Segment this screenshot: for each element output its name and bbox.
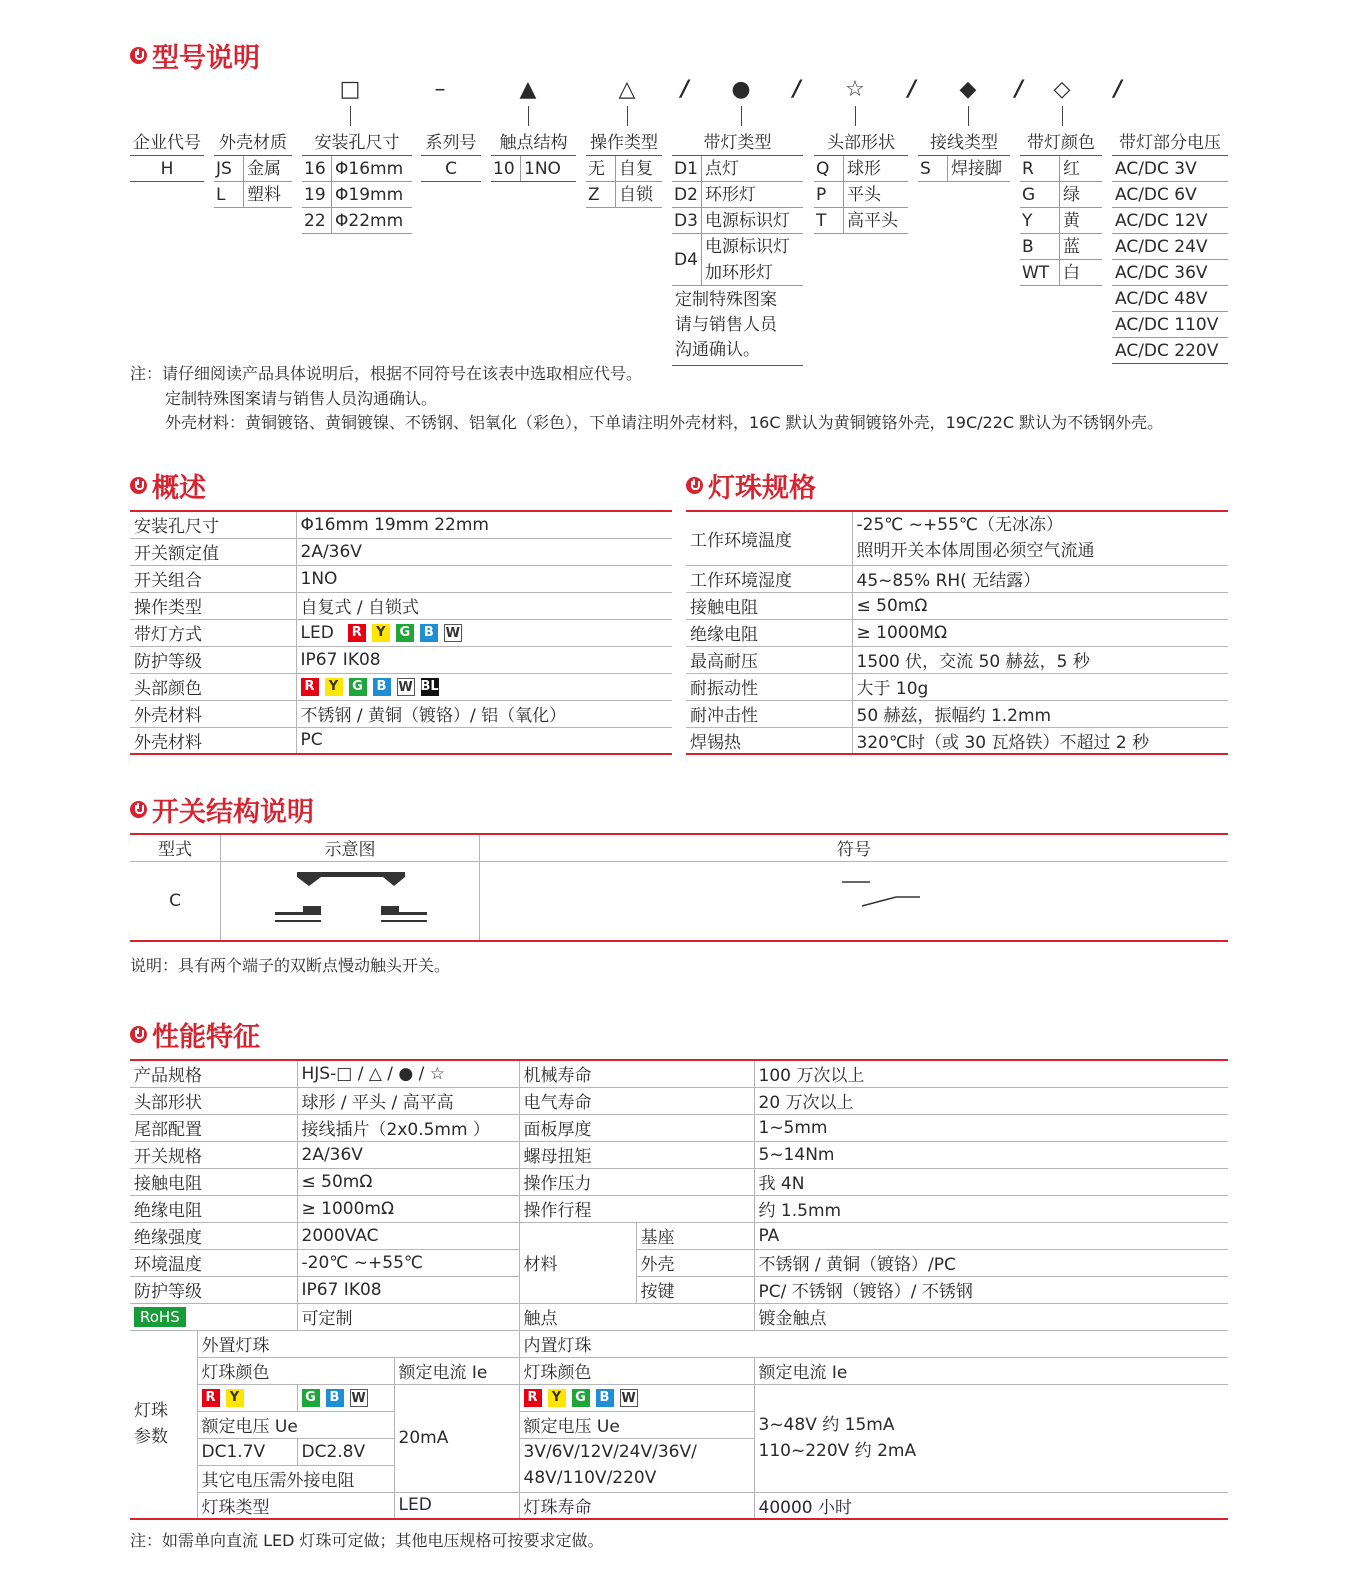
model-symbol: / — [792, 77, 802, 102]
section-title-performance: 性能特征 — [130, 1015, 260, 1054]
col-wire: 接线类型 S 焊接脚 — [918, 130, 1010, 182]
chip-green: G — [396, 624, 414, 642]
table-row: 外壳材料 不锈钢 / 黄铜（镀铬）/ 铝（氧化） — [130, 700, 672, 727]
table-row: 工作环境温度 -25℃ ~+55℃（无冰冻） 照明开关本体周围必须空气流通 — [686, 511, 1228, 565]
switch-diagram — [225, 862, 475, 940]
table-row: 焊锡热 320℃时（或 30 瓦烙铁）不超过 2 秒 — [686, 727, 1228, 754]
power-icon — [686, 477, 703, 494]
chip-white: W — [398, 679, 413, 695]
model-connector — [350, 106, 351, 126]
chip-yellow: Y — [372, 624, 390, 642]
table-row: 开关组合 1NO — [130, 565, 672, 592]
model-connector — [968, 106, 969, 126]
table-row: 耐冲击性 50 赫兹，振幅约 1.2mm — [686, 700, 1228, 727]
overview-table — [130, 510, 672, 755]
col-shell: 外壳材质 JS 金属 L 塑料 — [214, 130, 292, 208]
model-symbol: ▲ — [519, 77, 537, 102]
chip-red: R — [524, 1389, 542, 1407]
model-symbol: ◇ — [1053, 77, 1071, 102]
col-contact: 触点结构 10 1NO — [491, 130, 576, 182]
table-row: 安装孔尺寸 Φ16mm 19mm 22mm — [130, 511, 672, 538]
model-symbol: / — [1113, 77, 1123, 102]
model-symbol: ● — [731, 77, 751, 102]
chip-yellow: Y — [226, 1389, 244, 1407]
section-title-switch: 开关结构说明 — [130, 790, 314, 829]
col-color: 带灯颜色 R 红 G 绿 Y 黄 B 蓝 WT 白 — [1020, 130, 1102, 286]
model-symbol: □ — [339, 77, 361, 102]
table-row: 绝缘电阻 ≥ 1000MΩ — [686, 619, 1228, 646]
chip-green: G — [349, 678, 367, 696]
col-company: 企业代号 H — [130, 130, 204, 182]
table-row: 开关额定值 2A/36V — [130, 538, 672, 565]
chip-white: W — [621, 1390, 636, 1406]
table-row: 尾部配置 接线插片（2x0.5mm ） 面板厚度 1~5mm — [130, 1114, 1228, 1141]
table-row: 绝缘强度 2000VAC 材料 基座 PA — [130, 1222, 1228, 1249]
chip-blue: B — [373, 678, 391, 696]
table-row: 开关规格 2A/36V 螺母扭矩 5~14Nm — [130, 1141, 1228, 1168]
chip-blue: B — [420, 624, 438, 642]
table-row: 工作环境湿度 45~85% RH( 无结露） — [686, 565, 1228, 592]
table-row: 接触电阻 ≤ 50mΩ — [686, 592, 1228, 619]
model-note-3: 外壳材料：黄铜镀铬、黄铜镀镍、不锈钢、铝氧化（彩色），下单请注明外壳材料，16C 默认为黄铜镀铬外壳，19C/22C 默认为不锈钢外壳。 — [165, 413, 1164, 432]
chip-yellow: Y — [325, 678, 343, 696]
power-icon — [130, 1026, 147, 1043]
chip-red: R — [348, 624, 366, 642]
table-row: RoHS 可定制 触点 镀金触点 — [130, 1303, 1228, 1330]
led-spec-table — [686, 510, 1228, 755]
power-icon — [130, 47, 147, 64]
table-row: 绝缘电阻 ≥ 1000mΩ 操作行程 约 1.5mm — [130, 1195, 1228, 1222]
rohs-badge: RoHS — [134, 1307, 186, 1327]
performance-table: 产品规格 HJS-□ / △ / ● / ☆ 机械寿命 100 万次以上 头部形状 球形 / 平头 / 高平高 电气寿命 20 万次以上 尾部配置 接线插片（2x0.5mm ） 面板厚度 1~5mm 开关规格 2A/36V 螺母扭矩 5~14Nm 接触电阻 ≤ 50mΩ 操作压力 我 4N 绝缘电阻 ≥ 1000mΩ 操作行程 约 1.5mm 绝缘强度 2000VAC 材料 基座 PA 环境温度 -20℃ ~+55℃ 外壳 不锈钢 / 黄铜（镀铬）/PC 防护等级 IP67 IK08 按键 PC/ 不锈钢（镀铬）/ 不锈钢 RoHS 可定制 触点 镀金触点 灯珠 参数 外置灯珠 内置灯珠 灯珠颜色 额定电流 Ie 灯珠颜色 额定电流 Ie R Y G B W 20mA R Y G B W 3~48V 约 15mA 110~220V 约 2mA 额定电压 Ue 额定电压 Ue DC1.7V DC2.8V 3V/6V/12V/24V/36V/ 48V/110V/220V 其它电压需外接电阻 灯珠类型 LED 灯珠寿命 40000 小时 — [130, 1059, 1228, 1520]
model-note-1: 注：请仔细阅读产品具体说明后，根据不同符号在该表中选取相应代号。 — [130, 364, 643, 383]
switch-symbol — [484, 862, 1224, 940]
section-title-led: 灯珠规格 — [686, 466, 816, 505]
table-row: 防护等级 IP67 IK08 — [130, 646, 672, 673]
chip-green: G — [302, 1389, 320, 1407]
chip-blue: B — [596, 1389, 614, 1407]
table-row: 产品规格 HJS-□ / △ / ● / ☆ 机械寿命 100 万次以上 — [130, 1060, 1228, 1087]
col-head: 头部形状 Q 球形 P 平头 T 高平头 — [814, 130, 908, 234]
model-symbol: ◆ — [959, 77, 977, 102]
table-row: 外壳材料 PC — [130, 727, 672, 754]
model-connector — [627, 106, 628, 126]
chip-white: W — [445, 625, 460, 641]
power-icon — [130, 477, 147, 494]
model-symbol: ☆ — [845, 77, 865, 102]
model-connector — [1062, 106, 1063, 126]
table-row: 环境温度 -20℃ ~+55℃ 外壳 不锈钢 / 黄铜（镀铬）/PC — [130, 1249, 1228, 1276]
model-symbol: / — [680, 77, 690, 102]
model-symbol: △ — [618, 77, 636, 102]
table-row: 操作类型 自复式 / 自锁式 — [130, 592, 672, 619]
model-symbol: / — [907, 77, 917, 102]
chip-red: R — [202, 1389, 220, 1407]
model-connector — [528, 106, 529, 126]
final-note: 注：如需单向直流 LED 灯珠可定做；其他电压规格可按要求定做。 — [130, 1531, 604, 1550]
chip-yellow: Y — [548, 1389, 566, 1407]
table-row: 接触电阻 ≤ 50mΩ 操作压力 我 4N — [130, 1168, 1228, 1195]
section-title-overview: 概述 — [130, 466, 206, 505]
chip-blue: B — [326, 1389, 344, 1407]
model-symbol: / — [1014, 77, 1024, 102]
table-row: 带灯方式 LED R Y G B W — [130, 619, 672, 646]
model-note-2: 定制特殊图案请与销售人员沟通确认。 — [165, 389, 438, 408]
model-connector — [855, 106, 856, 126]
col-voltage: 带灯部分电压 AC/DC 3V AC/DC 6V AC/DC 12V AC/DC 24V AC/DC 36V AC/DC 48V AC/DC 110V AC/DC 220V — [1112, 130, 1228, 364]
col-operation: 操作类型 无 自复 Z 自锁 — [586, 130, 662, 208]
chip-black: BL — [420, 678, 439, 694]
section-title-model: 型号说明 — [130, 36, 260, 75]
chip-green: G — [572, 1389, 590, 1407]
chip-white: W — [351, 1390, 366, 1406]
switch-note: 说明：具有两个端子的双断点慢动触头开关。 — [130, 956, 451, 975]
table-row: 耐振动性 大于 10g — [686, 673, 1228, 700]
col-lamp: 带灯类型 D1 点灯 D2 环形灯 D3 电源标识灯 D4 电源标识灯 加环形灯 定制特殊图案 请与销售人员 沟通确认。 — [672, 130, 803, 366]
table-row: 防护等级 IP67 IK08 按键 PC/ 不锈钢（镀铬）/ 不锈钢 — [130, 1276, 1228, 1303]
model-connector — [741, 106, 742, 126]
chip-red: R — [301, 678, 319, 696]
model-symbol: – — [434, 77, 446, 102]
col-series: 系列号 C — [421, 130, 481, 182]
table-row: 最高耐压 1500 伏，交流 50 赫兹，5 秒 — [686, 646, 1228, 673]
power-icon — [130, 801, 147, 818]
switch-table: 型式 示意图 符号 C — [130, 833, 1228, 942]
table-row: 头部颜色 R Y G B W BL — [130, 673, 672, 700]
col-hole: 安装孔尺寸 16 Φ16mm 19 Φ19mm 22 Φ22mm — [302, 130, 412, 234]
table-row: 头部形状 球形 / 平头 / 高平高 电气寿命 20 万次以上 — [130, 1087, 1228, 1114]
